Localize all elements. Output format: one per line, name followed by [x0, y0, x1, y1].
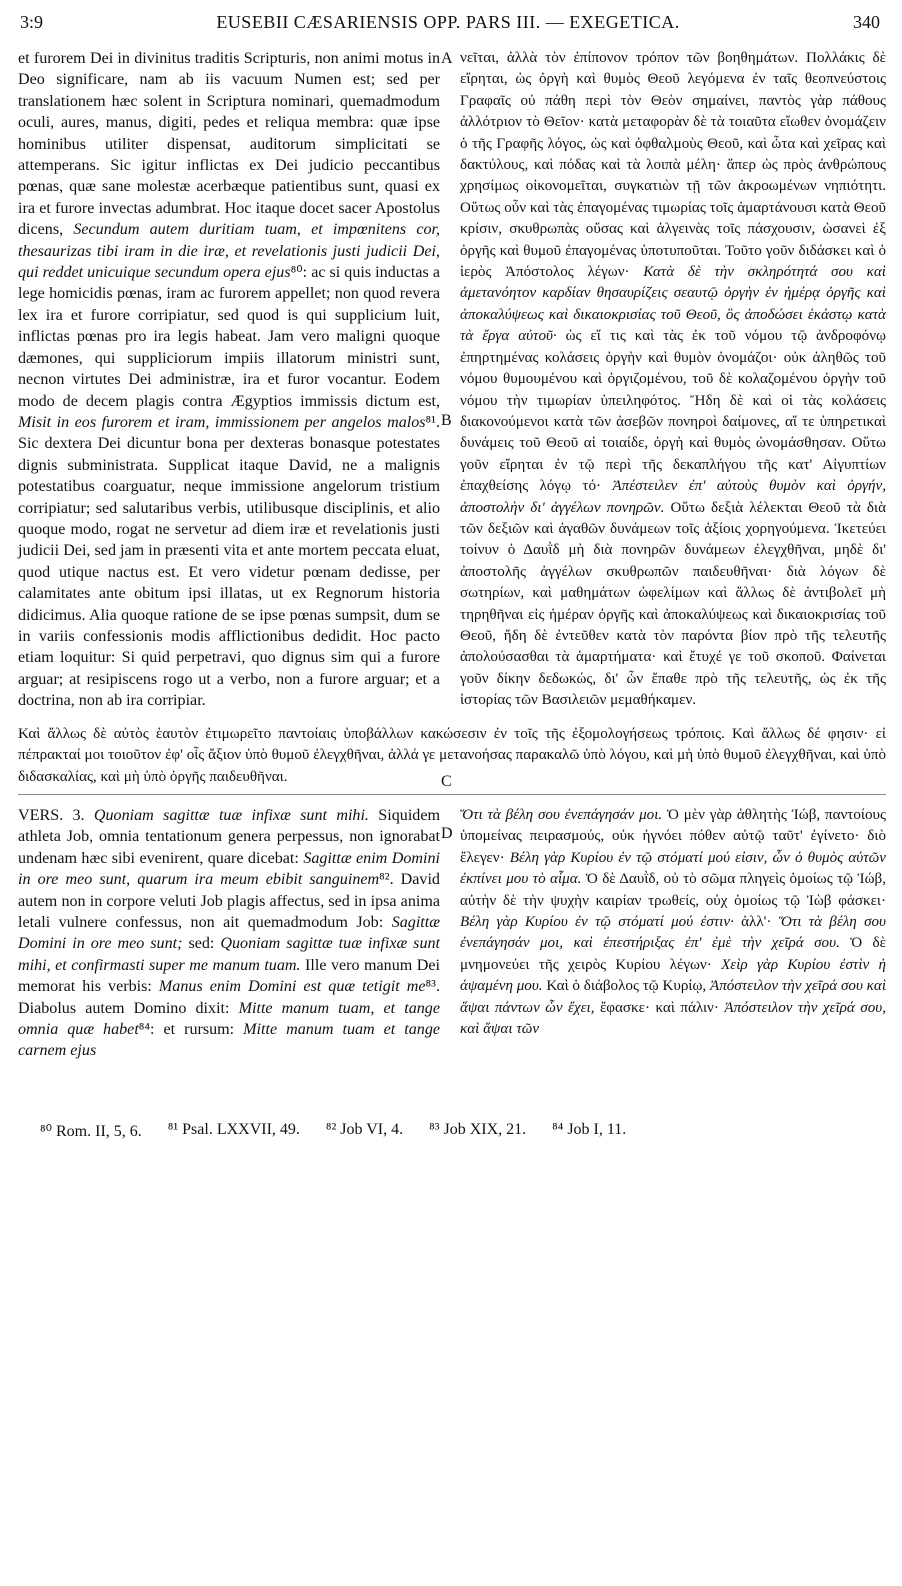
margin-marker-c: C: [441, 773, 452, 790]
footnotes: [40, 1121, 880, 1141]
latin-quote: Quoniam sagittæ tuæ infixæ sunt mihi, et confirmasti super me manum tuam.: [18, 935, 441, 974]
latin-quote: Sagittæ enim Domini in ore meo sunt, quarum ira meum ebibit sanguinem: [18, 849, 441, 889]
latin-text: Siquidem athleta Job, omnia tentationum genera perpessus, non ignorabat undenam hæc sibi evenirent, quare dicebat:: [18, 807, 440, 867]
footnote: ⁸² Job VI, 4.: [325, 1121, 404, 1138]
greek-full-width-paragraph: Καὶ ἄλλως δὲ αὐτὸς ἑαυτὸν ἐτιμωρεῖτο παντοίαις ὑποβάλλων κακώσεσιν ἐν τοῖς τῆς ἐξομολογήσεως τρόποις. Καὶ ἄλλως δέ φησιν· εἰ πέπρακταί μοι τοιοῦτον ἐφ' οἷς ἄξιον ὑπὸ θυμοῦ ἐλεγχθῆναι, ἀλλά γε μετανοήσας παρακαλῶ ὑπὸ λόγου, καὶ μὴ ὑπὸ θυμοῦ ἐλεγχθῆναι, καὶ ὑπὸ διδασκαλίας, καὶ μὴ ὑπὸ ὀργῆς παιδευθῆναι.: [18, 726, 886, 785]
greek-paragraph: [460, 48, 886, 712]
greek-quote: Βέλη γὰρ Κυρίου ἐν τῷ στόματί μού ἐστιν·: [460, 914, 734, 931]
latin-text: ⁸³. Diabolus autem Domino dixit:: [18, 978, 440, 1017]
greek-quote: Ὅτι τὰ βέλη σου ἐνεπάγησάν μοι.: [460, 807, 663, 823]
latin-text: ⁸¹. Sic dextera Dei dicuntur bona per dexteras bonasque potestates dignis subministrata. Supplicat itaque David, ne a malignis potestatibus coarguatur, neque immissione angelorum tristium corripiatur; sed salutaribus verbis, utilibusque disciplinis, et alio quoque modo, rogat ne servetur ad diem iræ et revelationis justi judicii Dei, sed jam in præsenti vita et ante mortem peccata eluat, quod utique nactus est. Et vero videtur pœnam dedisse, per calamitates ante obitum ipsi illatas, ut ex Regnorum historia didicimus. Alia quoque ratione de se ipse pœnas sumpsit, dum se in variis confessionis modis afflictionibus dedidit. Hoc pacto etiam loquitur: Si quid perpetravi, quo dignus sim qui a furore arguar; at resipiscens rogo ut a verbo, non a furore arguar; et a doctrina, non ab ira corripiar.: [18, 413, 440, 710]
greek-quote: Κατὰ δὲ τὴν σκληρότητά σου καὶ ἀμετανόητον καρδίαν θησαυρίζεις σεαυτῷ ὀργὴν ἐν ἡμέρᾳ ὀργῆς καὶ ἀποκαλύψεως καὶ δικαιοκρισίας τοῦ Θεοῦ, ὃς ἀποδώσει ἑκάστῳ κατὰ τὰ ἔργα αὐτοῦ·: [460, 264, 886, 345]
greek-paragraph: [460, 805, 886, 1040]
latin-quote: Secundum autem duritiam tuam, et impœnitens cor, thesaurizas tibi iram in die iræ, et revelationis justi judicii Dei, qui reddet unicuique secundum opera ejus: [18, 221, 441, 282]
greek-text: Ὁ δὲ Δαυῒδ, οὐ τὸ σῶμα πληγεὶς ὁμοίως τῷ Ἰώβ, αὐτὴν δὲ τὴν ψυχὴν καιρίαν τρωθείς, οὐχ ὁμοίως τῷ Ἰὼβ φάσκει·: [460, 871, 886, 909]
latin-text: ⁸⁰: ac si quis inductas a lege homicidis pœnas, iram ac furorem appellet; non quod revera lex ira et furore corripiatur, sed quod is qui supplicium luit, inflictas pœnas pro ira legis habeat. Jam vero maligni quoque dæmones, qui suppliciorum impiis illatorum ministri sunt, necnon virtutes Dei administræ, ira et furor vocantur. Eodem modo de decem plagis contra Ægyptios immissis dictum est,: [18, 264, 440, 410]
latin-quote: Sagittæ Domini in ore meo sunt;: [18, 914, 440, 953]
bottom-section: [0, 805, 902, 1105]
greek-text: Ὁ μὲν γὰρ ἀθλητὴς Ἰώβ, παντοίους ὑπομείνας πειρασμούς, οὐκ ἠγνόει πόθεν αὐτῷ ταῦτ' ἐγίνετο· διὸ ἔλεγεν·: [460, 807, 886, 866]
greek-text: ὡς εἴ τις καὶ τὰς ἐκ τοῦ νόμου τῷ ἀνδροφόνῳ ἐπηρτημένας κολάσεις ὀργὴν καὶ θυμὸν ὀνομάζοι· οὐκ ἀληθῶς τοῦ νόμου θυμουμένου καὶ ὀργιζομένου, τοῦ δὲ κολαζομένου ὀργὴν τοῦ νόμου τὴν τιμωρίαν ὑπειληφότος. Ἤδη δὲ καὶ οἱ τὰς κολάσεις διακονούμενοι κατὰ τῶν ἀσεβῶν πονηροὶ δαίμονες, αἵ τε ὑπηρετικαὶ δυνάμεις τοῦ Θεοῦ αἱ τοιαίδε, ὀργὴ καὶ θυμὸς ὠνομάσθησαν. Οὕτω γοῦν εἴρηται ἐν τῷ περὶ τῆς δεκαπλήγου τῆς κατ' Αἰγυπτίων ἐπαχθείσης λόγῳ τό·: [460, 328, 886, 495]
latin-quote: Quoniam sagittæ tuæ infixæ sunt mihi.: [93, 807, 369, 824]
latin-column-top: [18, 48, 440, 712]
verse-label: VERS. 3.: [18, 807, 85, 824]
page-number-left: 3:9: [20, 12, 44, 32]
greek-quote: Ἀπόστειλον τὴν χεῖρά σου, καὶ ἅψαι τῶν: [460, 999, 886, 1038]
latin-text: ⁸². David autem non in corpore veluti Job plagis affectus, sed in ipsa anima letali vulnere confessus, non ait quemadmodum Job:: [18, 871, 440, 932]
greek-quote: Βέλη γὰρ Κυρίου ἐν τῷ στόματί μού εἰσιν, ὧν ὁ θυμὸς αὐτῶν ἐκπίνει μου τὸ αἷμα.: [460, 849, 886, 888]
latin-column-bottom: [18, 805, 440, 1062]
top-section: [0, 48, 902, 788]
greek-text: ἀλλ'·: [741, 914, 772, 931]
latin-quote: Mitte manum tuam, et tange omnia quæ habet: [18, 999, 440, 1039]
footnote: ⁸¹ Psal. LXXVII, 49.: [167, 1121, 300, 1138]
greek-text: Καὶ ὁ διάβολος τῷ Κυρίῳ,: [546, 978, 707, 995]
greek-quote: Ἀπέστειλεν ἐπ' αὐτοὺς θυμὸν καὶ ὀργήν, ἀποστολὴν δι' ἀγγέλων πονηρῶν.: [460, 478, 886, 516]
latin-text: et furorem Dei in divinitus traditis Scripturis, non animi motus in Deo significare, nam ab iis vacuum Numen est; sed per translationem hæc solent in Scriptura nominari, quemadmodum oculi, aures, manus, digiti, pedes et reliqua membra: quæ ipse hominibus utiliter dispensat, auditorum simplicitati se attemperans. Sic igitur inflictas ex Dei judicio peccantibus pœnas, quæ sane molestæ acerbæque patientibus sunt, quasi ex ira et furore invectas adumbrat. Hoc itaque docet sacer Apostolus dicens,: [18, 50, 440, 239]
latin-paragraph: [18, 48, 440, 712]
greek-text: νεῖται, ἀλλὰ τὸν ἐπίπονον τρόπον τῶν βοηθημάτων. Πολλάκις δὲ εἴρηται, ὡς ὀργὴ καὶ θυμὸς Θεοῦ λεγόμενα ἐν ταῖς θεοπνεύστοις Γραφαῖς οὐ πάθη περὶ τὸν Θεὸν σημαίνει, παντὸς γὰρ πάθους ἀλλότριον τὸ Θεῖον· κατὰ μεταφορὰν δὲ τὰ τοιαῦτα εἴωθεν ὀνομάζειν ὁ τῆς Γραφῆς λόγος, ὡς καὶ ὀφθαλμοὺς Θεοῦ, καὶ ὦτα καὶ χεῖρας καὶ δακτύλους, καὶ πόδας καὶ τὰ λοιπὰ μέλη· ἅπερ ὡς πρὸς ἀνθρώπους χρησίμως οἰκονομεῖται, συγκατιὼν τῇ τῶν ἀκροωμένων νηπιότητι. Οὕτως οὖν καὶ τὰς ἐπαγομένας τιμωρίας τοῖς ἁμαρτάνουσι κατὰ Θεοῦ κρίσιν, σκυθρωπὰς οὔσας καὶ ἀλγεινὰς τοῖς πάσχουσιν, ὡσανεὶ ἐξ ὀργῆς καὶ θυμοῦ ἐπαγομένας ὑποτυποῦται. Τοῦτο γοῦν διδάσκει καὶ ὁ ἱερὸς Ἀπόστολος λέγων·: [460, 50, 886, 281]
footnote: ⁸⁰ Rom. II, 5, 6.: [40, 1123, 142, 1140]
margin-marker-a: A: [441, 50, 453, 67]
latin-text: ⁸⁴: et rursum:: [138, 1021, 235, 1039]
greek-quote: Χεὶρ γὰρ Κυρίου ἐστὶν ἡ ἁψαμένη μου.: [460, 956, 886, 995]
latin-paragraph: [18, 805, 440, 1062]
greek-quote: Ἀπόστειλον τὴν χεῖρά σου καὶ ἅψαι πάντων ὧν ἔχει,: [460, 978, 887, 1016]
greek-text: ἔφασκε· καὶ πάλιν·: [599, 999, 719, 1016]
latin-text: Ille vero manum Dei memorat his verbis:: [18, 956, 441, 996]
footnote: ⁸³ Job XIX, 21.: [429, 1121, 527, 1138]
page-number-right: 340: [853, 12, 880, 32]
latin-quote: Mitte manum tuam et tange carnem ejus: [18, 1021, 441, 1060]
latin-text: sed:: [188, 935, 215, 953]
latin-quote: Misit in eos furorem et iram, immissionem per angelos malos: [18, 413, 426, 431]
greek-text: Ὁ δὲ μνημονεύει τῆς χειρὸς Κυρίου λέγων·: [460, 935, 886, 973]
running-header: [20, 12, 880, 40]
running-title: EUSEBII CÆSARIENSIS OPP. PARS III. — EXEGETICA.: [216, 12, 680, 32]
section-divider: [18, 794, 886, 795]
footnote: ⁸⁴ Job I, 11.: [552, 1121, 627, 1138]
margin-marker-d: D: [441, 825, 453, 842]
greek-text: Οὕτω δεξιὰ λέλεκται Θεοῦ τὰ διὰ τῶν δεξιῶν καὶ ἀγαθῶν δυνάμεων τοῖς ἀξίοις χορηγούμενα. Ἱκετεύει τοίνυν ὁ Δαυῒδ μὴ διὰ πονηρῶν δυνάμεων ἐλεγχθῆναι, μηδὲ δι' ἀποστολῆς ἀγγέλων σκυθρωπῶν παιδευθῆναι· διὰ λόγων δὲ σωτηρίων, καὶ μαθημάτων ὠφελίμων καὶ ἄλλως δὲ ἀντιβολεῖ μὴ τηρηθῆναι εἰς ἡμέραν ὀργῆς καὶ ἀποκαλύψεως καὶ δικαιοκρισίας τοῦ Θεοῦ, ἤδη δὲ ἐντεῦθεν κατὰ τὸν παρόντα βίον πρὸ τῆς τελευτῆς ἀπολούσασθαι τὰ ἁμαρτήματα· καὶ ἔτυχέ γε τοῦ σκοποῦ. Φαίνεται γοῦν δίκην δεδωκώς, δι' ὧν ἔπαθε πρὸ τῆς τελευτῆς, ὡς ἐκ τῆς ἱστορίας τῶν Βασιλειῶν μεμαθήκαμεν.: [460, 499, 886, 709]
latin-quote: Manus enim Domini est quæ tetigit me: [158, 978, 426, 996]
greek-column-top: [460, 48, 886, 712]
margin-marker-b: B: [441, 412, 452, 429]
greek-quote: Ὅτι τὰ βέλη σου ἐνεπάγησάν μοι, καὶ ἐπεστήριξας ἐπ' ἐμὲ τὴν χεῖρά σου.: [460, 914, 886, 952]
greek-column-bottom: [460, 805, 886, 1040]
